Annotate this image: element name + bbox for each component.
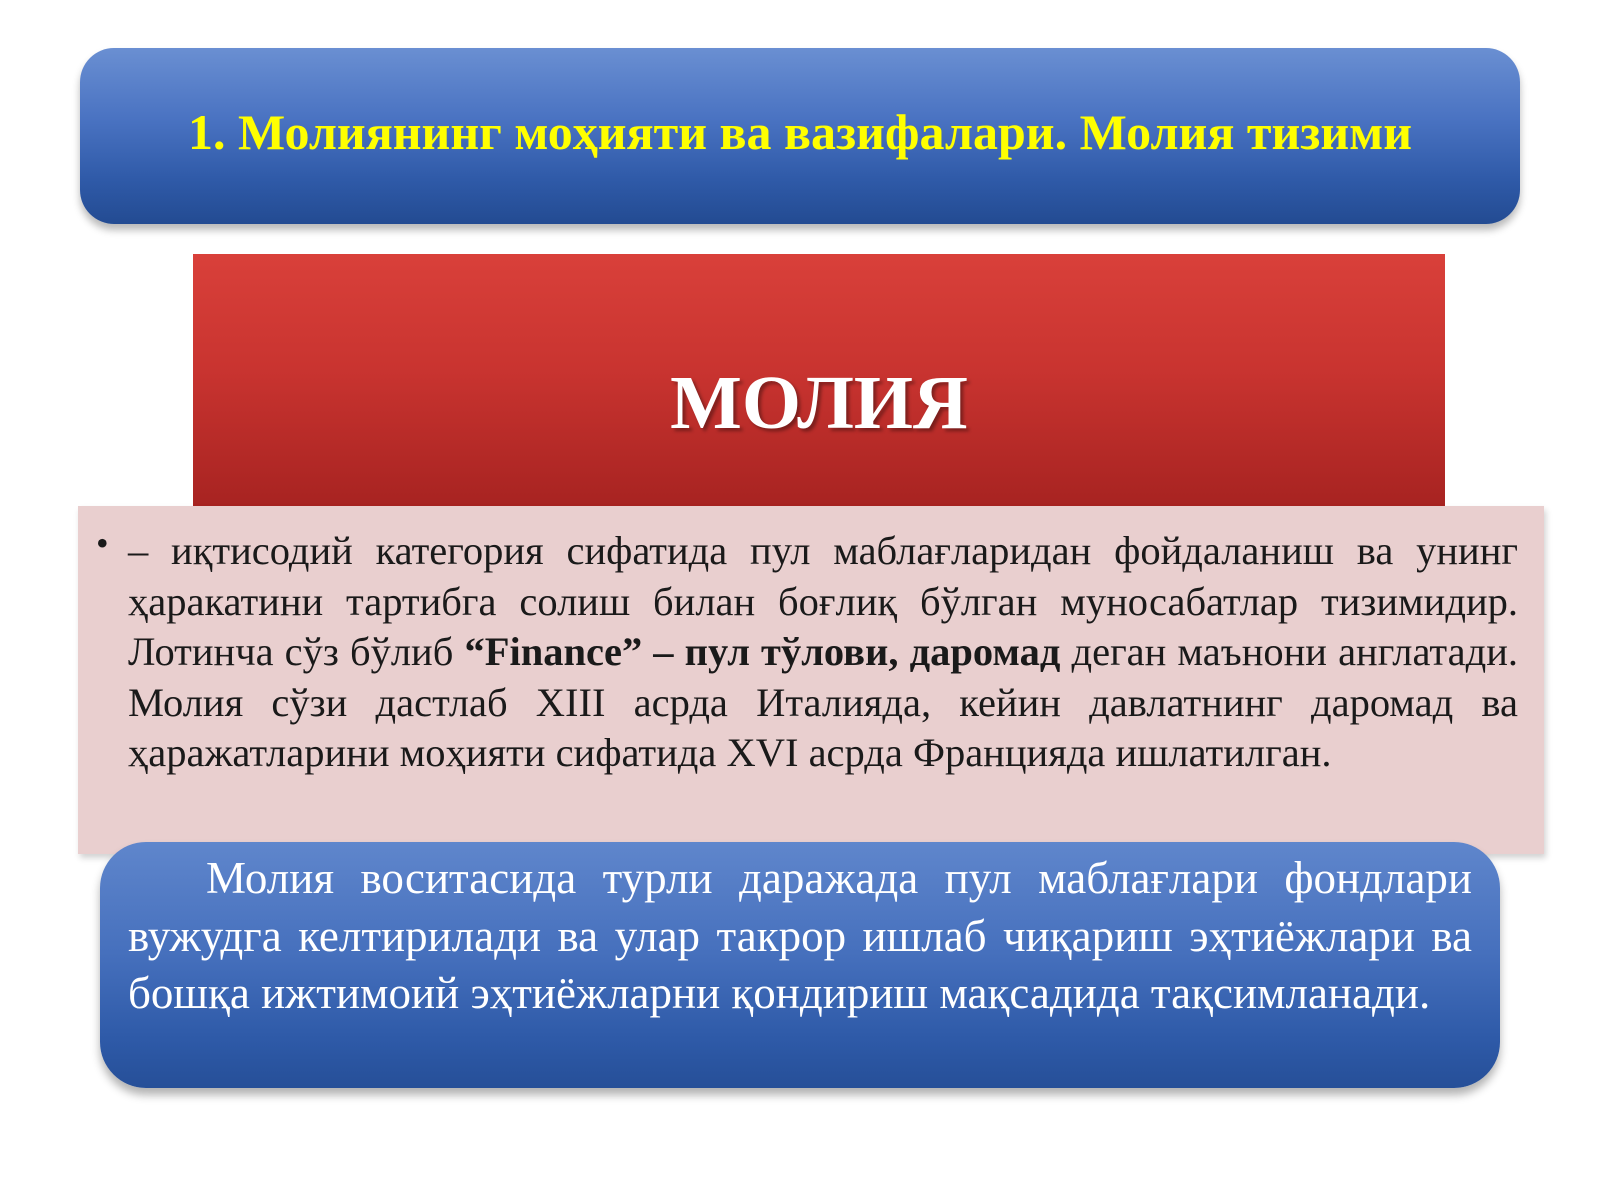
heading-text: МОЛИЯ bbox=[670, 361, 968, 445]
note-text: Молия воситасида турли даражада пул маблағлари фондлари вужудга келтирилади ва улар такрор ишлаб чиқариш эҳтиёжлари ва бошқа ижтимоий эҳтиёжларни қондириш мақсадида тақсимланади. bbox=[128, 853, 1472, 1018]
definition-part-1: – иқтисодий категория сифатида пул маблағларидан фойдаланиш ва унинг ҳаракатини тартибга солиш билан боғлиқ бўлган муносабатлар тизимидир. Лотинча сўз бўлиб bbox=[128, 528, 1518, 674]
definition-paragraph bbox=[128, 526, 1518, 779]
definition-panel bbox=[78, 506, 1544, 854]
title-banner bbox=[80, 48, 1520, 224]
heading-banner bbox=[193, 254, 1445, 508]
definition-bold-term: “Finance” – пул тўлови, даромад bbox=[464, 629, 1061, 674]
bullet-icon: • bbox=[96, 523, 109, 563]
definition-part-2: деган маънони англатади. Молия сўзи дастлаб XIII асрда Италияда, кейин давлатнинг даромад ва ҳаражатларини моҳияти сифатида XVI асрда Францияда ишлатилган. bbox=[128, 629, 1518, 775]
slide-title: 1. Молиянинг моҳияти ва вазифалари. Молия тизими bbox=[187, 104, 1413, 160]
note-panel bbox=[100, 842, 1500, 1088]
